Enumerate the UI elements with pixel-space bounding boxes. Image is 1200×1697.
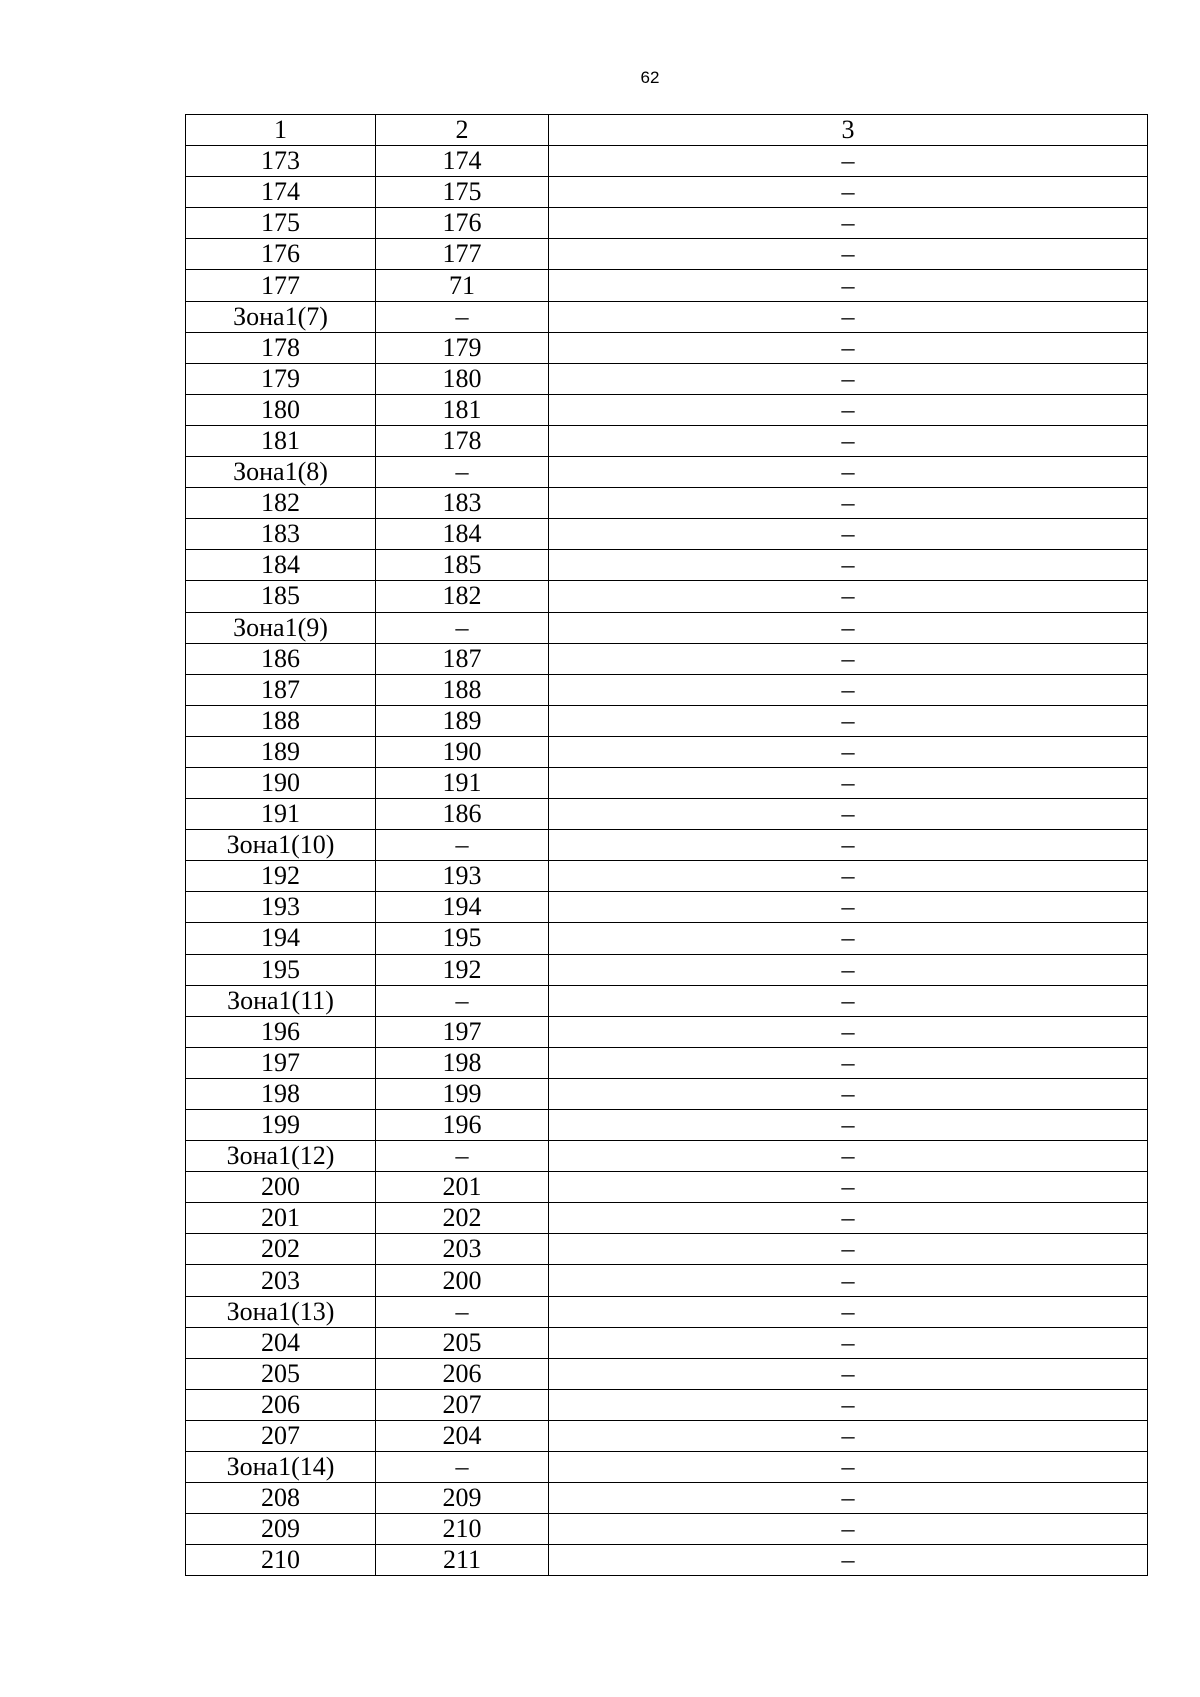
table-cell-col-3: – bbox=[549, 1078, 1148, 1109]
table-row bbox=[186, 1078, 1148, 1109]
table-cell-col-3: – bbox=[549, 1545, 1148, 1576]
table-body bbox=[186, 146, 1148, 1576]
table-cell-col-1: 191 bbox=[186, 799, 376, 830]
table-cell-col-3: – bbox=[549, 892, 1148, 923]
table-cell-col-1: 196 bbox=[186, 1016, 376, 1047]
table-row bbox=[186, 1141, 1148, 1172]
table-row bbox=[186, 1047, 1148, 1078]
table-row bbox=[186, 643, 1148, 674]
table-cell-col-3: – bbox=[549, 705, 1148, 736]
table-cell-col-1: 203 bbox=[186, 1265, 376, 1296]
table-cell-col-1: 204 bbox=[186, 1327, 376, 1358]
table-row bbox=[186, 1296, 1148, 1327]
table-row bbox=[186, 363, 1148, 394]
data-table-container bbox=[185, 114, 1147, 1576]
table-cell-col-3: – bbox=[549, 425, 1148, 456]
table-cell-col-1: 173 bbox=[186, 146, 376, 177]
table-row bbox=[186, 239, 1148, 270]
table-cell-col-3: – bbox=[549, 1483, 1148, 1514]
table-cell-col-1: 181 bbox=[186, 425, 376, 456]
table-cell-col-2: – bbox=[376, 1296, 549, 1327]
table-row bbox=[186, 1327, 1148, 1358]
table-cell-col-2: 174 bbox=[376, 146, 549, 177]
table-cell-col-2: 211 bbox=[376, 1545, 549, 1576]
table-cell-col-2: 190 bbox=[376, 736, 549, 767]
table-cell-col-1: Зона1(10) bbox=[186, 830, 376, 861]
table-cell-col-1: 207 bbox=[186, 1420, 376, 1451]
table-cell-col-1: Зона1(7) bbox=[186, 301, 376, 332]
table-cell-col-3: – bbox=[549, 270, 1148, 301]
table-cell-col-1: 190 bbox=[186, 767, 376, 798]
table-row bbox=[186, 892, 1148, 923]
table-cell-col-1: 198 bbox=[186, 1078, 376, 1109]
table-row bbox=[186, 146, 1148, 177]
table-cell-col-3: – bbox=[549, 736, 1148, 767]
table-row bbox=[186, 1203, 1148, 1234]
table-cell-col-2: 206 bbox=[376, 1358, 549, 1389]
table-cell-col-3: – bbox=[549, 830, 1148, 861]
data-table bbox=[185, 114, 1148, 1576]
table-cell-col-1: 202 bbox=[186, 1234, 376, 1265]
table-cell-col-3: – bbox=[549, 239, 1148, 270]
table-cell-col-2: 192 bbox=[376, 954, 549, 985]
table-row bbox=[186, 1514, 1148, 1545]
table-row bbox=[186, 1358, 1148, 1389]
table-cell-col-1: 180 bbox=[186, 394, 376, 425]
table-cell-col-1: 182 bbox=[186, 488, 376, 519]
table-cell-col-2: 210 bbox=[376, 1514, 549, 1545]
table-row bbox=[186, 985, 1148, 1016]
table-row bbox=[186, 1234, 1148, 1265]
table-cell-col-3: – bbox=[549, 1172, 1148, 1203]
table-row bbox=[186, 954, 1148, 985]
table-cell-col-1: 205 bbox=[186, 1358, 376, 1389]
table-cell-col-2: 201 bbox=[376, 1172, 549, 1203]
table-cell-col-3: – bbox=[549, 1265, 1148, 1296]
table-cell-col-3: – bbox=[549, 985, 1148, 1016]
table-cell-col-2: 179 bbox=[376, 332, 549, 363]
table-cell-col-3: – bbox=[549, 767, 1148, 798]
table-cell-col-3: – bbox=[549, 1358, 1148, 1389]
table-row bbox=[186, 923, 1148, 954]
table-row bbox=[186, 519, 1148, 550]
table-cell-col-3: – bbox=[549, 332, 1148, 363]
table-cell-col-1: 183 bbox=[186, 519, 376, 550]
table-cell-col-2: 191 bbox=[376, 767, 549, 798]
table-cell-col-2: 177 bbox=[376, 239, 549, 270]
table-cell-col-1: 206 bbox=[186, 1389, 376, 1420]
table-cell-col-2: – bbox=[376, 1141, 549, 1172]
table-cell-col-1: Зона1(8) bbox=[186, 457, 376, 488]
table-row bbox=[186, 1420, 1148, 1451]
table-cell-col-1: 188 bbox=[186, 705, 376, 736]
table-cell-col-1: 209 bbox=[186, 1514, 376, 1545]
table-cell-col-2: 181 bbox=[376, 394, 549, 425]
table-cell-col-3: – bbox=[549, 861, 1148, 892]
table-cell-col-1: Зона1(14) bbox=[186, 1452, 376, 1483]
table-row bbox=[186, 208, 1148, 239]
table-cell-col-1: 184 bbox=[186, 550, 376, 581]
table-cell-col-2: 189 bbox=[376, 705, 549, 736]
table-row bbox=[186, 674, 1148, 705]
table-row bbox=[186, 736, 1148, 767]
table-cell-col-1: Зона1(12) bbox=[186, 1141, 376, 1172]
table-cell-col-3: – bbox=[549, 923, 1148, 954]
table-cell-col-1: 189 bbox=[186, 736, 376, 767]
table-row bbox=[186, 332, 1148, 363]
column-header-3: 3 bbox=[549, 115, 1148, 146]
table-cell-col-2: 183 bbox=[376, 488, 549, 519]
table-cell-col-3: – bbox=[549, 363, 1148, 394]
table-cell-col-2: 188 bbox=[376, 674, 549, 705]
table-cell-col-1: 178 bbox=[186, 332, 376, 363]
table-cell-col-3: – bbox=[549, 1047, 1148, 1078]
table-cell-col-1: 199 bbox=[186, 1110, 376, 1141]
table-cell-col-3: – bbox=[549, 394, 1148, 425]
table-cell-col-2: 199 bbox=[376, 1078, 549, 1109]
table-cell-col-3: – bbox=[549, 457, 1148, 488]
table-cell-col-1: Зона1(9) bbox=[186, 612, 376, 643]
table-cell-col-2: 185 bbox=[376, 550, 549, 581]
table-cell-col-1: 175 bbox=[186, 208, 376, 239]
table-cell-col-2: 197 bbox=[376, 1016, 549, 1047]
table-row bbox=[186, 457, 1148, 488]
table-row bbox=[186, 270, 1148, 301]
table-row bbox=[186, 1016, 1148, 1047]
table-cell-col-1: 195 bbox=[186, 954, 376, 985]
table-cell-col-3: – bbox=[549, 954, 1148, 985]
table-cell-col-2: 71 bbox=[376, 270, 549, 301]
table-row bbox=[186, 830, 1148, 861]
table-cell-col-2: – bbox=[376, 301, 549, 332]
table-cell-col-2: 207 bbox=[376, 1389, 549, 1420]
table-cell-col-2: 180 bbox=[376, 363, 549, 394]
table-cell-col-3: – bbox=[549, 1016, 1148, 1047]
table-cell-col-2: 205 bbox=[376, 1327, 549, 1358]
table-cell-col-2: 184 bbox=[376, 519, 549, 550]
table-row bbox=[186, 767, 1148, 798]
table-cell-col-2: 194 bbox=[376, 892, 549, 923]
table-cell-col-3: – bbox=[549, 301, 1148, 332]
table-row bbox=[186, 550, 1148, 581]
table-cell-col-1: 201 bbox=[186, 1203, 376, 1234]
table-cell-col-2: 176 bbox=[376, 208, 549, 239]
table-row bbox=[186, 612, 1148, 643]
table-cell-col-1: 174 bbox=[186, 177, 376, 208]
table-cell-col-3: – bbox=[549, 519, 1148, 550]
table-row bbox=[186, 177, 1148, 208]
table-row bbox=[186, 394, 1148, 425]
table-cell-col-1: 176 bbox=[186, 239, 376, 270]
table-row bbox=[186, 705, 1148, 736]
table-cell-col-1: 210 bbox=[186, 1545, 376, 1576]
table-cell-col-1: 177 bbox=[186, 270, 376, 301]
table-cell-col-1: 187 bbox=[186, 674, 376, 705]
table-cell-col-1: 186 bbox=[186, 643, 376, 674]
table-cell-col-3: – bbox=[549, 1234, 1148, 1265]
table-row bbox=[186, 581, 1148, 612]
table-cell-col-3: – bbox=[549, 1110, 1148, 1141]
table-cell-col-2: 187 bbox=[376, 643, 549, 674]
table-cell-col-2: 182 bbox=[376, 581, 549, 612]
table-cell-col-1: 192 bbox=[186, 861, 376, 892]
table-cell-col-2: 202 bbox=[376, 1203, 549, 1234]
table-cell-col-3: – bbox=[549, 612, 1148, 643]
table-cell-col-2: 203 bbox=[376, 1234, 549, 1265]
table-cell-col-2: 178 bbox=[376, 425, 549, 456]
table-cell-col-2: 186 bbox=[376, 799, 549, 830]
table-cell-col-1: Зона1(11) bbox=[186, 985, 376, 1016]
table-cell-col-3: – bbox=[549, 581, 1148, 612]
table-row bbox=[186, 1110, 1148, 1141]
table-cell-col-3: – bbox=[549, 208, 1148, 239]
table-cell-col-1: 200 bbox=[186, 1172, 376, 1203]
table-cell-col-3: – bbox=[549, 1452, 1148, 1483]
table-cell-col-2: – bbox=[376, 612, 549, 643]
table-cell-col-2: 195 bbox=[376, 923, 549, 954]
table-row bbox=[186, 1389, 1148, 1420]
table-cell-col-1: 193 bbox=[186, 892, 376, 923]
table-row bbox=[186, 1545, 1148, 1576]
column-header-2: 2 bbox=[376, 115, 549, 146]
table-cell-col-2: 209 bbox=[376, 1483, 549, 1514]
table-cell-col-1: 179 bbox=[186, 363, 376, 394]
table-cell-col-3: – bbox=[549, 1296, 1148, 1327]
table-cell-col-3: – bbox=[549, 1514, 1148, 1545]
column-header-1: 1 bbox=[186, 115, 376, 146]
table-header-row bbox=[186, 115, 1148, 146]
table-cell-col-2: 175 bbox=[376, 177, 549, 208]
table-cell-col-2: – bbox=[376, 985, 549, 1016]
table-row bbox=[186, 861, 1148, 892]
table-row bbox=[186, 1265, 1148, 1296]
table-cell-col-2: – bbox=[376, 457, 549, 488]
table-cell-col-3: – bbox=[549, 550, 1148, 581]
table-cell-col-2: 198 bbox=[376, 1047, 549, 1078]
table-cell-col-3: – bbox=[549, 146, 1148, 177]
table-cell-col-3: – bbox=[549, 643, 1148, 674]
table-cell-col-3: – bbox=[549, 177, 1148, 208]
table-cell-col-3: – bbox=[549, 1203, 1148, 1234]
table-cell-col-2: 200 bbox=[376, 1265, 549, 1296]
table-cell-col-3: – bbox=[549, 1141, 1148, 1172]
page-number: 62 bbox=[640, 68, 660, 87]
table-row bbox=[186, 1483, 1148, 1514]
table-cell-col-3: – bbox=[549, 1389, 1148, 1420]
table-cell-col-3: – bbox=[549, 1327, 1148, 1358]
table-cell-col-1: Зона1(13) bbox=[186, 1296, 376, 1327]
table-cell-col-1: 185 bbox=[186, 581, 376, 612]
table-row bbox=[186, 1452, 1148, 1483]
table-cell-col-2: 193 bbox=[376, 861, 549, 892]
table-cell-col-3: – bbox=[549, 488, 1148, 519]
table-cell-col-1: 194 bbox=[186, 923, 376, 954]
table-cell-col-3: – bbox=[549, 1420, 1148, 1451]
table-cell-col-1: 197 bbox=[186, 1047, 376, 1078]
table-cell-col-2: 196 bbox=[376, 1110, 549, 1141]
table-cell-col-1: 208 bbox=[186, 1483, 376, 1514]
table-row bbox=[186, 488, 1148, 519]
table-row bbox=[186, 301, 1148, 332]
table-cell-col-2: – bbox=[376, 1452, 549, 1483]
table-cell-col-3: – bbox=[549, 799, 1148, 830]
table-cell-col-2: – bbox=[376, 830, 549, 861]
table-cell-col-2: 204 bbox=[376, 1420, 549, 1451]
table-row bbox=[186, 1172, 1148, 1203]
table-row bbox=[186, 799, 1148, 830]
table-cell-col-3: – bbox=[549, 674, 1148, 705]
table-row bbox=[186, 425, 1148, 456]
